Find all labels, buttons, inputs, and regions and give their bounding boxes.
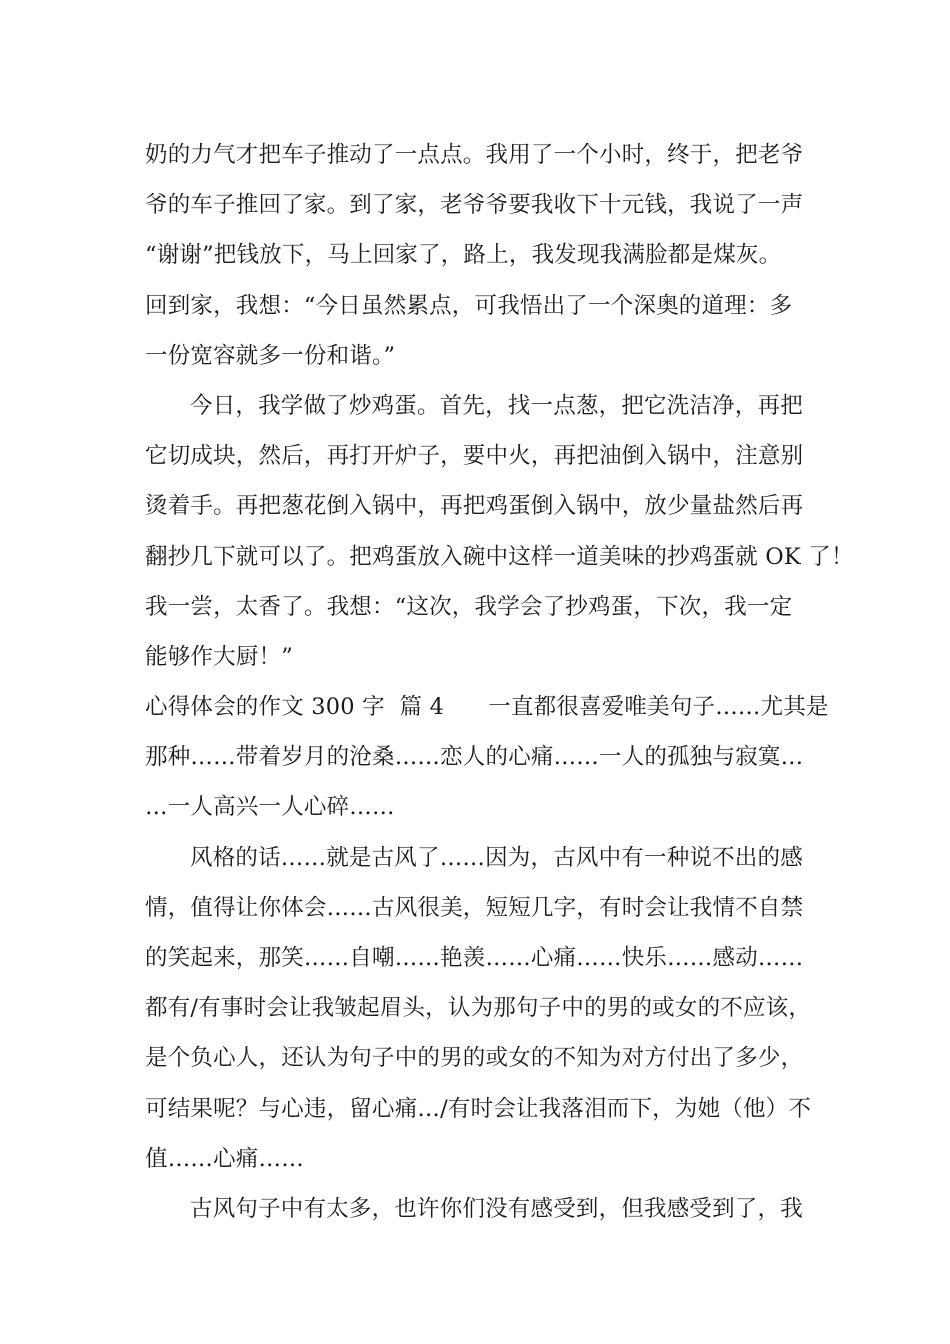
- text-line: 古风句子中有太多，也许你们没有感受到，但我感受到了，我: [190, 1195, 803, 1222]
- text-line: 我一尝，太香了。我想：“这次，我学会了抄鸡蛋，下次，我一定: [145, 593, 793, 620]
- text-line: 的笑起来，那笑……自嘲……艳羡……心痛……快乐……感动……: [145, 945, 804, 971]
- text-line: 奶的力气才把车子推动了一点点。我用了一个小时，终于，把老爷: [145, 142, 804, 168]
- text-line: 爷的车子推回了家。到了家，老爷爷要我收下十元钱，我说了一声: [145, 192, 804, 219]
- text-line: 是个负心人，还认为句子中的男的或女的不知为对方付出了多少，: [145, 1045, 804, 1072]
- text-line: 可结果呢？与心违，留心痛…/有时会让我落泪而下，为她（他）不: [145, 1095, 812, 1122]
- text-line: 回到家，我想：“今日虽然累点，可我悟出了一个深奥的道理：多: [145, 292, 793, 319]
- text-line: 翻抄几下就可以了。把鸡蛋放入碗中这样一道美味的抄鸡蛋就 OK 了！: [145, 543, 854, 570]
- text-line: 风格的话……就是古风了……因为，古风中有一种说不出的感: [190, 844, 803, 871]
- text-line: 烫着手。再把葱花倒入锅中，再把鸡蛋倒入锅中，放少量盐然后再: [145, 493, 804, 520]
- text-line: 能够作大厨！”: [145, 643, 293, 670]
- text-line: “谢谢”把钱放下，马上回家了，路上，我发现我满脸都是煤灰。: [145, 242, 782, 269]
- document-body: [145, 130, 854, 1234]
- text-line: 它切成块，然后，再打开炉子，要中火，再把油倒入锅中，注意别: [145, 443, 804, 470]
- text-line: 今日，我学做了炒鸡蛋。首先，找一点葱，把它洗洁净，再把: [190, 392, 803, 419]
- section-heading-line: 心得体会的作文 300 字 篇 4 一直都很喜爱唯美句子……尤其是: [145, 694, 829, 721]
- text-line: 情，值得让你体会……古风很美，短短几字，有时会让我情不自禁: [145, 894, 804, 921]
- text-line: …一人高兴一人心碎……: [145, 794, 395, 821]
- text-line: 值……心痛……: [145, 1145, 304, 1172]
- text-line: 都有/有事时会让我皱起眉头，认为那句子中的男的或女的不应该，: [145, 995, 812, 1022]
- text-line: 那种……带着岁月的沧桑……恋人的心痛……一人的孤独与寂寞…: [145, 744, 804, 771]
- text-line: 一份宽容就多一份和谐。”: [145, 342, 396, 369]
